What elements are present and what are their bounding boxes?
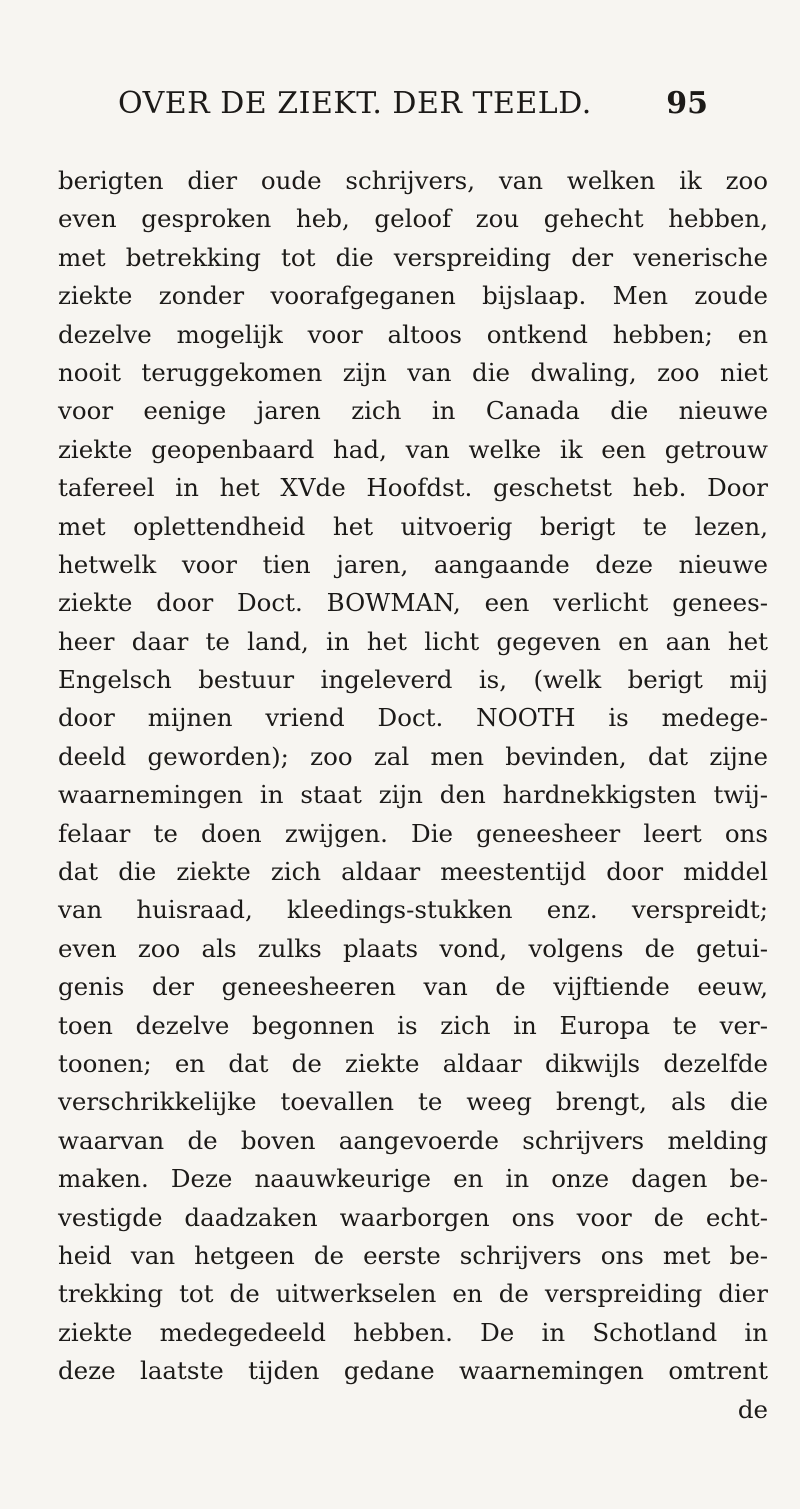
body-text	[58, 162, 768, 1429]
text-line: toonen; en dat de ziekte aldaar dikwijls dezelfde	[58, 1048, 768, 1078]
text-line: ziekte door Doct. BOWMAN, een verlicht genees-	[58, 588, 768, 618]
text-line: trekking tot de uitwerkselen en de verspreiding dier	[58, 1279, 768, 1309]
text-line: met betrekking tot die verspreiding der venerische	[58, 242, 768, 272]
running-head: OVER DE ZIEKT. DER TEELD.	[118, 86, 592, 121]
text-line: waarnemingen in staat zijn den hardnekkigsten twij-	[58, 780, 768, 810]
text-line: deeld geworden); zoo zal men bevinden, dat zijne	[58, 741, 768, 771]
text-line: maken. Deze naauwkeurige en in onze dagen be-	[58, 1164, 768, 1194]
text-line: deze laatste tijden gedane waarnemingen omtrent	[58, 1356, 768, 1386]
text-line: hetwelk voor tien jaren, aangaande deze nieuwe	[58, 549, 768, 579]
page-number: 95	[666, 86, 708, 121]
text-line: waarvan de boven aangevoerde schrijvers melding	[58, 1125, 768, 1155]
text-line: heid van hetgeen de eerste schrijvers ons met be-	[58, 1240, 768, 1270]
text-line: ziekte geopenbaard had, van welke ik een getrouw	[58, 434, 768, 464]
text-line: ziekte zonder voorafgeganen bijslaap. Men zoude	[58, 281, 768, 311]
text-line: toen dezelve begonnen is zich in Europa te ver-	[58, 1010, 768, 1040]
text-line: nooit teruggekomen zijn van die dwaling, zoo niet	[58, 357, 768, 387]
text-line: dat die ziekte zich aldaar meestentijd door middel	[58, 857, 768, 887]
text-line: tafereel in het XVde Hoofdst. geschetst heb. Door	[58, 473, 768, 503]
page-header	[88, 86, 728, 136]
catchword: de	[737, 1394, 768, 1424]
text-line: dezelve mogelijk voor altoos ontkend hebben; en	[58, 319, 768, 349]
text-line: berigten dier oude schrijvers, van welken ik zoo	[58, 166, 768, 195]
text-line: ziekte medegedeeld hebben. De in Schotland in	[58, 1317, 768, 1347]
text-line: genis der geneesheeren van de vijftiende eeuw,	[58, 972, 768, 1002]
text-line: heer daar te land, in het licht gegeven en aan het	[58, 626, 768, 656]
text-line: felaar te doen zwijgen. Die geneesheer leert ons	[58, 818, 768, 848]
text-line: Engelsch bestuur ingeleverd is, (welk berigt mij	[58, 665, 768, 695]
text-line: verschrikkelijke toevallen te weeg brengt, als die	[58, 1087, 768, 1117]
text-line: voor eenige jaren zich in Canada die nieuwe	[58, 396, 768, 426]
text-line: door mijnen vriend Doct. NOOTH is medege-	[58, 703, 768, 733]
text-line: even gesproken heb, geloof zou gehecht hebben,	[58, 204, 768, 234]
text-line: vestigde daadzaken waarborgen ons voor de echt-	[58, 1202, 768, 1232]
text-line: met oplettendheid het uitvoerig berigt te lezen,	[58, 511, 768, 541]
text-line: even zoo als zulks plaats vond, volgens de getui-	[58, 933, 768, 963]
text-line: van huisraad, kleedings-stukken enz. verspreidt;	[58, 895, 768, 925]
